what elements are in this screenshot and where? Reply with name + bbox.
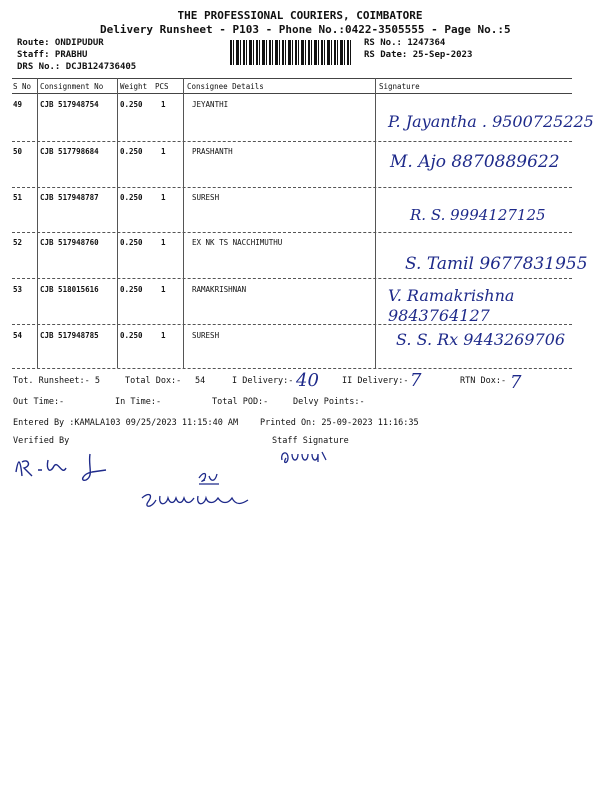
ii-delivery-label: II Delivery:- <box>342 376 409 386</box>
row-pcs: 1 <box>161 193 166 202</box>
col-sno: S No <box>13 82 32 91</box>
row-weight: 0.250 <box>120 193 143 202</box>
rtn-dox-label: RTN Dox:- <box>460 376 507 386</box>
handwritten-signature: M. Ajo 8870889622 <box>390 152 560 172</box>
handwritten-signature: S. S. Rx 9443269706 <box>396 330 566 349</box>
ii-delivery-value: 7 <box>410 370 422 391</box>
barcode <box>230 40 352 65</box>
row-consignment: CJB 517948754 <box>40 100 99 109</box>
row-weight: 0.250 <box>120 331 143 340</box>
staff-signature-icon <box>278 446 338 468</box>
verified-signature-icon <box>10 446 120 486</box>
staff-signature-label: Staff Signature <box>272 436 349 446</box>
row-consignee: SURESH <box>192 331 220 340</box>
delvy-points: Delvy Points:- <box>293 397 365 407</box>
col-pcs: PCS <box>155 82 169 91</box>
row-sno: 51 <box>13 193 23 202</box>
i-delivery-label: I Delivery:- <box>232 376 294 386</box>
printed-on: Printed On: 25-09-2023 11:16:35 <box>260 418 419 428</box>
verified-by-label: Verified By <box>13 436 70 446</box>
row-weight: 0.250 <box>120 285 143 294</box>
row-pcs: 1 <box>161 238 166 247</box>
row-consignment: CJB 517948787 <box>40 193 99 202</box>
entered-by: Entered By :KAMALA103 09/25/2023 11:15:40 AM <box>13 418 239 428</box>
row-consignee: EX NK TS NACCHIMUTHU <box>192 238 283 247</box>
row-weight: 0.250 <box>120 238 143 247</box>
handwritten-signature: V. Ramakrishna 9843764127 <box>388 286 515 325</box>
handwritten-signature: S. Tamil 9677831955 <box>405 254 588 274</box>
row-sno: 49 <box>13 100 23 109</box>
row-divider <box>12 187 572 188</box>
row-divider <box>12 324 572 325</box>
row-divider <box>12 141 572 142</box>
table-header-rule <box>12 93 572 94</box>
row-consignment: CJB 517948785 <box>40 331 99 340</box>
col-consignment: Consignment No <box>40 82 104 91</box>
row-consignee: SURESH <box>192 193 220 202</box>
total-pod: Total POD:- <box>212 397 269 407</box>
tot-runsheet: Tot. Runsheet:- 5 <box>13 376 100 386</box>
row-sno: 54 <box>13 331 23 340</box>
rs-date: RS Date: 25-Sep-2023 <box>364 50 473 60</box>
row-sno: 50 <box>13 147 23 156</box>
row-pcs: 1 <box>161 100 166 109</box>
row-consignment: CJB 517798684 <box>40 147 99 156</box>
col-consignee: Consignee Details <box>187 82 264 91</box>
table-top-rule <box>12 78 572 79</box>
route-label: Route: ONDIPUDUR <box>17 38 104 48</box>
row-consignment: CJB 517948760 <box>40 238 99 247</box>
in-time: In Time:- <box>115 397 162 407</box>
runsheet-subtitle: Delivery Runsheet - P103 - Phone No.:0422-3505555 - Page No.:5 <box>100 23 511 36</box>
row-pcs: 1 <box>161 147 166 156</box>
row-pcs: 1 <box>161 331 166 340</box>
row-consignee: JEYANTHI <box>192 100 229 109</box>
rs-number: RS No.: 1247364 <box>364 38 446 48</box>
row-weight: 0.250 <box>120 100 143 109</box>
company-title: THE PROFESSIONAL COURIERS, COIMBATORE <box>177 9 423 22</box>
total-dox-value: 54 <box>195 376 206 386</box>
handwritten-signature: P. Jayantha . 9500725225 <box>388 112 594 131</box>
tamil-signature-icon <box>138 488 263 516</box>
row-consignee: RAMAKRISHNAN <box>192 285 247 294</box>
row-divider <box>12 232 572 233</box>
col-weight: Weight <box>120 82 148 91</box>
out-time: Out Time:- <box>13 397 65 407</box>
table-bottom-rule <box>12 368 572 369</box>
i-delivery-value: 40 <box>296 370 319 391</box>
rtn-dox-value: 7 <box>510 372 522 393</box>
row-weight: 0.250 <box>120 147 143 156</box>
total-dox-label: Total Dox:- <box>125 376 182 386</box>
col-signature: Signature <box>379 82 420 91</box>
staff-label: Staff: PRABHU <box>17 50 88 60</box>
row-sno: 52 <box>13 238 23 247</box>
initials-icon <box>195 468 223 486</box>
row-divider <box>12 278 572 279</box>
row-sno: 53 <box>13 285 23 294</box>
row-consignment: CJB 518015616 <box>40 285 99 294</box>
drs-number: DRS No.: DCJB124736405 <box>17 62 137 72</box>
row-consignee: PRASHANTH <box>192 147 233 156</box>
handwritten-signature: R. S. 9994127125 <box>410 206 546 224</box>
row-pcs: 1 <box>161 285 166 294</box>
